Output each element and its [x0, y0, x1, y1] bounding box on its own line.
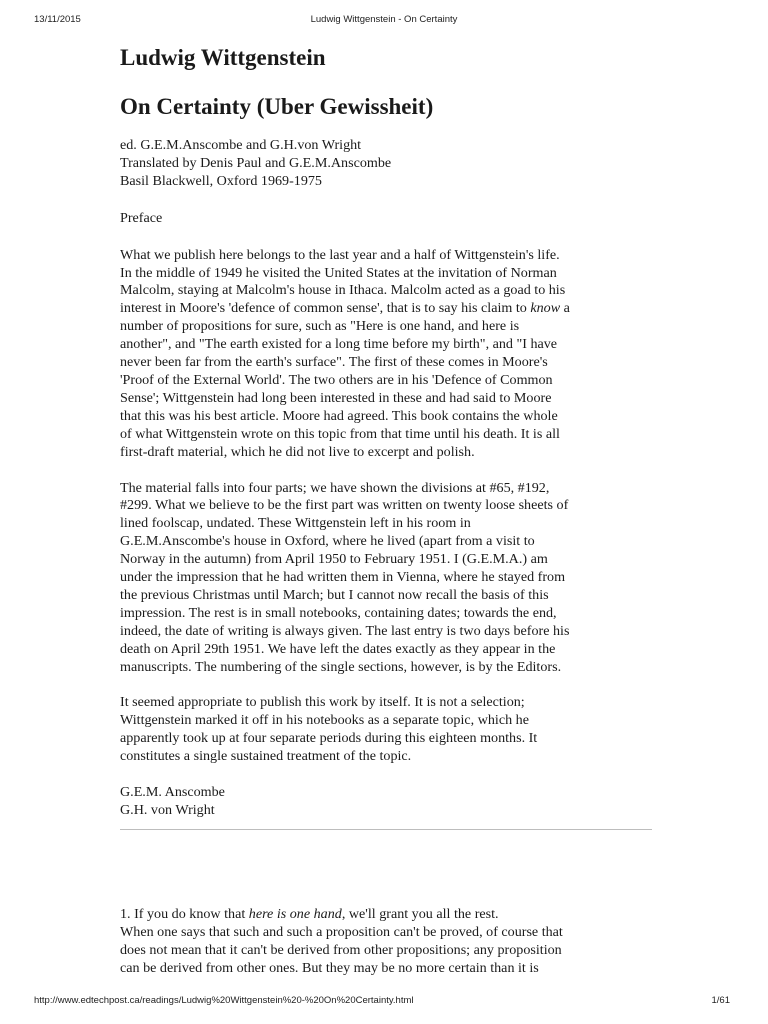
signature: G.H. von Wright: [120, 802, 215, 818]
print-footer: [0, 995, 768, 1011]
print-page-title: Ludwig Wittgenstein - On Certainty: [310, 14, 458, 25]
section-1: [120, 906, 660, 978]
author-heading: Ludwig Wittgenstein: [120, 45, 326, 70]
title-heading: On Certainty (Uber Gewissheit): [120, 94, 434, 119]
credit-line: Translated by Denis Paul and G.E.M.Anscombe: [120, 154, 392, 171]
credit-line: ed. G.E.M.Anscombe and G.H.von Wright: [120, 137, 362, 153]
preface-label: Preface: [120, 209, 163, 226]
print-header: [0, 14, 768, 30]
page-number: 1/61: [711, 995, 730, 1006]
editor-signatures: [120, 784, 660, 820]
source-url: http://www.edtechpost.ca/readings/Ludwig%20Wittgenstein%20-%20On%20Certainty.html: [34, 995, 414, 1006]
preface-paragraph-1: What we publish here belongs to the last year and a half of Wittgenstein's life. In the middle of 1949 he visited the United States at the invitation of Norman Malcolm, staying at Malcolm's house in Ithaca. Malcolm acted as a goad to his interest in Moore's 'defence of common sense', that is to say his claim to know a number of propositions for sure, such as "Here is one hand, and here is another", and "The earth existed for a long time before my birth", and "I have never been far from the earth's surface". The first of these comes in Moore's 'Proof of the External World'. The two others are in his 'Defence of Common Sense'; Wittgenstein had long been interested in these and had said to Moore that this was his best article. Moore had agreed. This book contains the whole of what Wittgenstein wrote on this topic from that time until his death. It is all first-draft material, which he did not live to excerpt and polish.: [120, 246, 570, 460]
credits: [120, 137, 660, 191]
preface-paragraph-3: It seemed appropriate to publish this work by itself. It is not a selection; Wittgenstein marked it off in his notebooks as a separate topic, which he apparently took up at four separate periods during this eighteen months. It constitutes a single sustained treatment of the topic.: [120, 694, 538, 765]
document-body: [120, 42, 660, 820]
emphasis-here-is-one-hand: here is one hand: [248, 906, 342, 922]
credit-line: Basil Blackwell, Oxford 1969-1975: [120, 172, 322, 189]
emphasis-know: know: [530, 300, 561, 317]
section-divider: [120, 829, 652, 830]
signature: G.E.M. Anscombe: [120, 784, 225, 801]
section-1-text: 1. If you do know that here is one hand, we'll grant you all the rest. When one says that such and such a proposition can't be proved, of course that does not mean that it can't be derived from other propositions; any proposition can be derived from other ones. But they may be no more certain than it is: [120, 906, 563, 976]
preface-paragraph-2: The material falls into four parts; we have shown the divisions at #65, #192, #299. What we believe to be the first part was written on twenty loose sheets of lined foolscap, undated. These Wittgenstein left in his room in G.E.M.Anscombe's house in Oxford, where he lived (apart from a visit to Norway in the autumn) from April 1950 to February 1951. I (G.E.M.A.) am under the impression that he had written them in Vienna, where he stayed from the previous Christmas until March; but I cannot now recall the basis of this impression. The rest is in small notebooks, containing dates; towards the end, indeed, the date of writing is always given. The last entry is two days before his death on April 29th 1951. We have left the dates exactly as they appear in the manuscripts. The numbering of the single sections, however, is by the Editors.: [120, 479, 570, 675]
print-date: 13/11/2015: [34, 14, 81, 25]
